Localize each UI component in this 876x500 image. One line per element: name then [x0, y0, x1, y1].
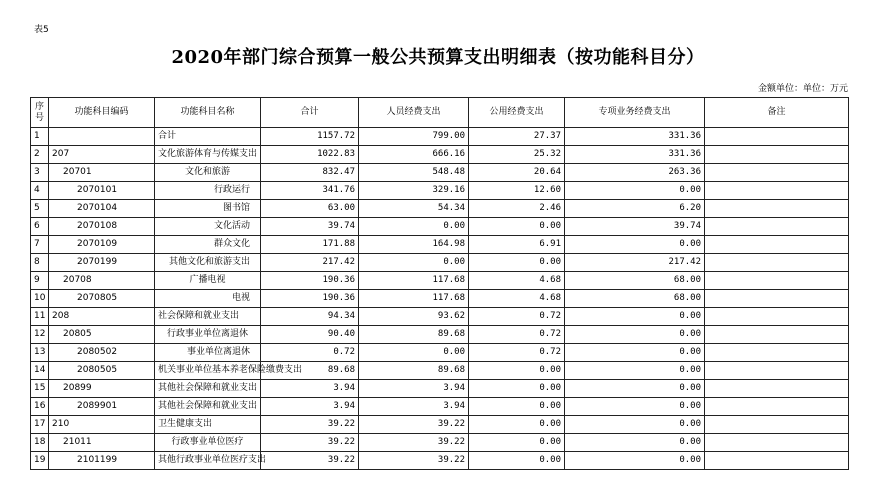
name-cell: 文化旅游体育与传媒支出	[155, 146, 261, 164]
personnel-cell: 0.00	[359, 254, 469, 272]
code-cell: 208	[49, 308, 155, 326]
name-cell: 其他社会保障和就业支出	[155, 398, 261, 416]
note-cell	[705, 308, 849, 326]
note-cell	[705, 344, 849, 362]
total-cell: 171.88	[261, 236, 359, 254]
special-cell: 0.00	[565, 326, 705, 344]
table-row	[31, 182, 849, 200]
public-cell: 0.00	[469, 398, 565, 416]
public-cell: 0.00	[469, 434, 565, 452]
code-cell: 2070108	[49, 218, 155, 236]
name-cell: 文化和旅游	[155, 164, 261, 182]
public-cell: 0.72	[469, 326, 565, 344]
seq-cell: 12	[31, 326, 49, 344]
name-cell: 卫生健康支出	[155, 416, 261, 434]
special-cell: 0.00	[565, 344, 705, 362]
special-cell: 39.74	[565, 218, 705, 236]
seq-cell: 9	[31, 272, 49, 290]
seq-cell: 13	[31, 344, 49, 362]
total-cell: 63.00	[261, 200, 359, 218]
note-cell	[705, 434, 849, 452]
unit-label: 金额单位：单位：万元	[757, 84, 848, 94]
header-name: 功能科目名称	[155, 98, 261, 128]
budget-table-container	[30, 97, 848, 470]
note-cell	[705, 218, 849, 236]
personnel-cell: 0.00	[359, 218, 469, 236]
name-cell: 合计	[155, 128, 261, 146]
name-cell: 图书馆	[155, 200, 261, 218]
note-cell	[705, 326, 849, 344]
seq-cell: 1	[31, 128, 49, 146]
code-cell: 2080505	[49, 362, 155, 380]
special-cell: 217.42	[565, 254, 705, 272]
seq-cell: 5	[31, 200, 49, 218]
table-row	[31, 362, 849, 380]
table-row	[31, 398, 849, 416]
note-cell	[705, 128, 849, 146]
table-row	[31, 200, 849, 218]
table-row	[31, 254, 849, 272]
code-cell: 2080502	[49, 344, 155, 362]
seq-cell: 2	[31, 146, 49, 164]
header-code: 功能科目编码	[49, 98, 155, 128]
name-cell: 其他文化和旅游支出	[155, 254, 261, 272]
public-cell: 2.46	[469, 200, 565, 218]
table-row	[31, 326, 849, 344]
code-cell: 20708	[49, 272, 155, 290]
name-cell: 群众文化	[155, 236, 261, 254]
special-cell: 0.00	[565, 362, 705, 380]
code-cell: 2070104	[49, 200, 155, 218]
total-cell: 39.22	[261, 416, 359, 434]
public-cell: 0.00	[469, 416, 565, 434]
public-cell: 4.68	[469, 290, 565, 308]
special-cell: 331.36	[565, 128, 705, 146]
table-number: 表5	[34, 25, 49, 35]
personnel-cell: 39.22	[359, 452, 469, 470]
total-cell: 39.74	[261, 218, 359, 236]
note-cell	[705, 362, 849, 380]
total-cell: 90.40	[261, 326, 359, 344]
special-cell: 6.20	[565, 200, 705, 218]
total-cell: 832.47	[261, 164, 359, 182]
public-cell: 0.00	[469, 362, 565, 380]
name-cell: 行政运行	[155, 182, 261, 200]
personnel-cell: 39.22	[359, 434, 469, 452]
code-cell: 20805	[49, 326, 155, 344]
special-cell: 331.36	[565, 146, 705, 164]
code-cell: 210	[49, 416, 155, 434]
header-personnel: 人员经费支出	[359, 98, 469, 128]
public-cell: 0.72	[469, 344, 565, 362]
table-row	[31, 128, 849, 146]
seq-cell: 16	[31, 398, 49, 416]
header-special: 专项业务经费支出	[565, 98, 705, 128]
personnel-cell: 117.68	[359, 272, 469, 290]
personnel-cell: 89.68	[359, 326, 469, 344]
name-cell: 行政事业单位医疗	[155, 434, 261, 452]
personnel-cell: 39.22	[359, 416, 469, 434]
table-row	[31, 272, 849, 290]
table-row	[31, 308, 849, 326]
public-cell: 12.60	[469, 182, 565, 200]
note-cell	[705, 164, 849, 182]
seq-cell: 11	[31, 308, 49, 326]
special-cell: 0.00	[565, 416, 705, 434]
personnel-cell: 3.94	[359, 380, 469, 398]
note-cell	[705, 200, 849, 218]
total-cell: 341.76	[261, 182, 359, 200]
special-cell: 263.36	[565, 164, 705, 182]
code-cell: 2070109	[49, 236, 155, 254]
personnel-cell: 89.68	[359, 362, 469, 380]
personnel-cell: 93.62	[359, 308, 469, 326]
note-cell	[705, 380, 849, 398]
code-cell	[49, 128, 155, 146]
table-row	[31, 344, 849, 362]
table-header-row	[31, 98, 849, 128]
seq-cell: 19	[31, 452, 49, 470]
public-cell: 0.00	[469, 452, 565, 470]
table-body	[31, 128, 849, 470]
name-cell: 其他社会保障和就业支出	[155, 380, 261, 398]
public-cell: 0.72	[469, 308, 565, 326]
note-cell	[705, 272, 849, 290]
seq-cell: 10	[31, 290, 49, 308]
header-note: 备注	[705, 98, 849, 128]
public-cell: 4.68	[469, 272, 565, 290]
seq-cell: 3	[31, 164, 49, 182]
special-cell: 0.00	[565, 308, 705, 326]
personnel-cell: 54.34	[359, 200, 469, 218]
total-cell: 0.72	[261, 344, 359, 362]
code-cell: 2101199	[49, 452, 155, 470]
special-cell: 0.00	[565, 182, 705, 200]
note-cell	[705, 182, 849, 200]
seq-cell: 4	[31, 182, 49, 200]
table-row	[31, 146, 849, 164]
name-cell: 事业单位离退休	[155, 344, 261, 362]
public-cell: 25.32	[469, 146, 565, 164]
code-cell: 20899	[49, 380, 155, 398]
personnel-cell: 329.16	[359, 182, 469, 200]
note-cell	[705, 416, 849, 434]
note-cell	[705, 290, 849, 308]
special-cell: 68.00	[565, 272, 705, 290]
total-cell: 3.94	[261, 398, 359, 416]
note-cell	[705, 398, 849, 416]
special-cell: 0.00	[565, 398, 705, 416]
personnel-cell: 164.98	[359, 236, 469, 254]
public-cell: 0.00	[469, 254, 565, 272]
total-cell: 1157.72	[261, 128, 359, 146]
header-seq: 序号	[31, 98, 49, 128]
name-cell: 社会保障和就业支出	[155, 308, 261, 326]
total-cell: 39.22	[261, 452, 359, 470]
total-cell: 217.42	[261, 254, 359, 272]
name-cell: 电视	[155, 290, 261, 308]
seq-cell: 18	[31, 434, 49, 452]
special-cell: 0.00	[565, 452, 705, 470]
personnel-cell: 666.16	[359, 146, 469, 164]
code-cell: 21011	[49, 434, 155, 452]
total-cell: 94.34	[261, 308, 359, 326]
public-cell: 0.00	[469, 218, 565, 236]
seq-cell: 6	[31, 218, 49, 236]
note-cell	[705, 452, 849, 470]
public-cell: 27.37	[469, 128, 565, 146]
public-cell: 20.64	[469, 164, 565, 182]
code-cell: 20701	[49, 164, 155, 182]
seq-cell: 14	[31, 362, 49, 380]
special-cell: 68.00	[565, 290, 705, 308]
special-cell: 0.00	[565, 236, 705, 254]
seq-cell: 7	[31, 236, 49, 254]
table-row	[31, 416, 849, 434]
code-cell: 2070199	[49, 254, 155, 272]
seq-cell: 17	[31, 416, 49, 434]
name-cell: 行政事业单位离退休	[155, 326, 261, 344]
table-row	[31, 218, 849, 236]
note-cell	[705, 236, 849, 254]
table-row	[31, 380, 849, 398]
special-cell: 0.00	[565, 434, 705, 452]
total-cell: 89.68	[261, 362, 359, 380]
code-cell: 2070101	[49, 182, 155, 200]
table-row	[31, 236, 849, 254]
personnel-cell: 799.00	[359, 128, 469, 146]
total-cell: 190.36	[261, 290, 359, 308]
personnel-cell: 548.48	[359, 164, 469, 182]
table-row	[31, 290, 849, 308]
table-row	[31, 164, 849, 182]
total-cell: 1022.83	[261, 146, 359, 164]
note-cell	[705, 254, 849, 272]
note-cell	[705, 146, 849, 164]
table-row	[31, 434, 849, 452]
budget-table	[30, 97, 849, 470]
table-row	[31, 452, 849, 470]
public-cell: 6.91	[469, 236, 565, 254]
seq-cell: 15	[31, 380, 49, 398]
total-cell: 3.94	[261, 380, 359, 398]
name-cell: 其他行政事业单位医疗支出	[155, 452, 261, 470]
header-public: 公用经费支出	[469, 98, 565, 128]
special-cell: 0.00	[565, 380, 705, 398]
public-cell: 0.00	[469, 380, 565, 398]
code-cell: 2070805	[49, 290, 155, 308]
page-title: 2020年部门综合预算一般公共预算支出明细表（按功能科目分）	[171, 47, 705, 68]
code-cell: 207	[49, 146, 155, 164]
personnel-cell: 3.94	[359, 398, 469, 416]
name-cell: 文化活动	[155, 218, 261, 236]
seq-cell: 8	[31, 254, 49, 272]
header-total: 合计	[261, 98, 359, 128]
code-cell: 2089901	[49, 398, 155, 416]
name-cell: 广播电视	[155, 272, 261, 290]
total-cell: 190.36	[261, 272, 359, 290]
personnel-cell: 0.00	[359, 344, 469, 362]
total-cell: 39.22	[261, 434, 359, 452]
personnel-cell: 117.68	[359, 290, 469, 308]
name-cell: 机关事业单位基本养老保险缴费支出	[155, 362, 261, 380]
